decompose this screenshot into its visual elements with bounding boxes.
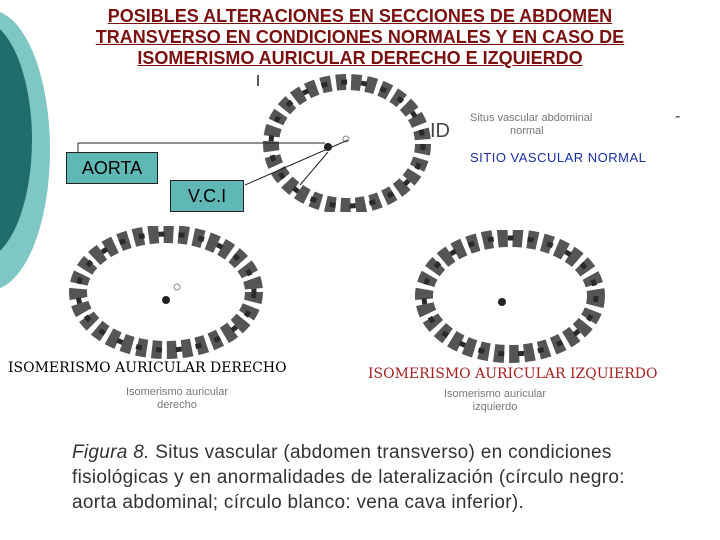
izquierdo-small-caption — [410, 388, 580, 414]
isomerism-right-image — [66, 226, 266, 360]
situs-normal-caption — [470, 112, 670, 138]
isomerism-left-caption: ISOMERISMO AURICULAR IZQUIERDO — [368, 366, 658, 382]
izquierdo-small-line-1: Isomerismo auricular — [443, 388, 547, 400]
isomerism-left-image — [412, 230, 608, 364]
aorta-label: AORTA — [66, 152, 158, 184]
situs-caption-line-2: normal — [510, 125, 544, 137]
vci-label: V.C.I — [170, 180, 244, 212]
izquierdo-small-line-2: izquierdo — [472, 401, 518, 413]
situs-caption-line-1: Situs vascular abdominal — [470, 112, 593, 124]
id-mark: ID — [430, 120, 450, 142]
figure-caption-text: Situs vascular (abdomen transverso) en condiciones fisiológicas y en anormalidades de lateralización (círculo negro: aorta abdominal; círculo blanco: vena cava inferior). — [72, 442, 625, 513]
figure-caption — [72, 440, 672, 515]
dash-mark: - — [675, 108, 681, 125]
title-line-3: ISOMERISMO AURICULAR DERECHO E IZQUIERDO — [137, 48, 583, 68]
derecho-small-line-2: derecho — [157, 399, 197, 411]
title-line-2: TRANSVERSO EN CONDICIONES NORMALES Y EN CASO DE — [95, 27, 625, 47]
title-line-1: POSIBLES ALTERACIONES EN SECCIONES DE ABDOMEN — [107, 6, 613, 26]
derecho-small-line-1: Isomerismo auricular — [125, 386, 229, 398]
derecho-small-caption — [92, 386, 262, 412]
sitio-vascular-normal-label: SITIO VASCULAR NORMAL — [470, 150, 647, 165]
figure-caption-prefix: Figura 8. — [72, 442, 150, 463]
isomerism-right-caption: ISOMERISMO AURICULAR DERECHO — [8, 360, 287, 376]
